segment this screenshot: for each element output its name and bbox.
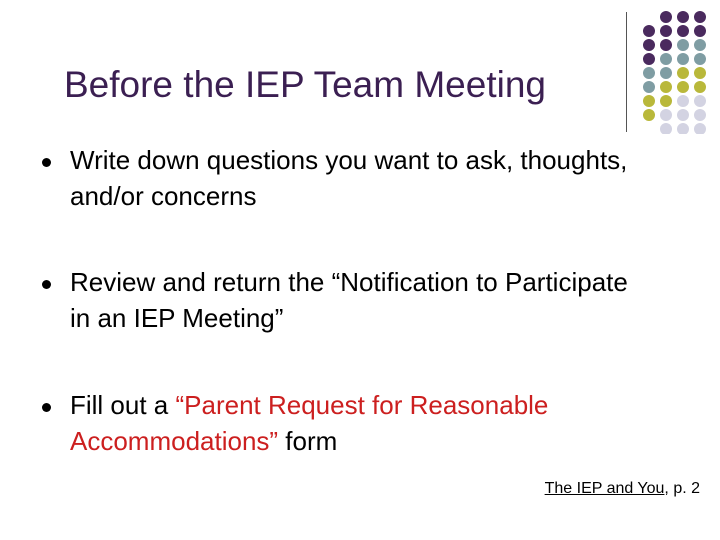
decorative-dot (660, 109, 672, 121)
decorative-dot (694, 95, 706, 107)
bullet-dot (42, 403, 51, 412)
bullet-text: Write down questions you want to ask, thoughts, and/or concerns (70, 145, 628, 211)
citation-page: , p. 2 (664, 480, 700, 497)
form-name-highlight: “Parent Request for Reasonable Accommodations” (70, 390, 549, 456)
decorative-dot (677, 11, 689, 23)
decorative-dot (643, 67, 655, 79)
decorative-dot (660, 53, 672, 65)
decorative-dot (660, 95, 672, 107)
decorative-dot (677, 67, 689, 79)
decorative-dot (677, 95, 689, 107)
decorative-dot (677, 53, 689, 65)
slide-title: Before the IEP Team Meeting (64, 64, 546, 105)
decorative-dot (677, 81, 689, 93)
decorative-dot (643, 25, 655, 37)
bullet-text: Review and return the “Notification to Participate in an IEP Meeting” (70, 267, 628, 333)
decorative-dot (643, 95, 655, 107)
decorative-dot (694, 67, 706, 79)
divider-line (626, 12, 627, 132)
bullet-prefix: Fill out a (70, 390, 176, 420)
decorative-dot (660, 67, 672, 79)
decorative-dot (660, 25, 672, 37)
decorative-dot (694, 25, 706, 37)
bullet-text (70, 387, 642, 459)
decorative-dot (694, 39, 706, 51)
decorative-dot (677, 39, 689, 51)
decorative-dot (643, 81, 655, 93)
decorative-dot (694, 53, 706, 65)
decorative-dot (694, 109, 706, 121)
decorative-dot (643, 53, 655, 65)
decorative-dot (677, 123, 689, 134)
bullet-item-questions (42, 142, 642, 214)
bullet-item-accommodations (42, 387, 642, 459)
decorative-dot-grid (640, 10, 712, 134)
decorative-dot (643, 39, 655, 51)
bullet-dot (42, 280, 51, 289)
citation (545, 480, 700, 498)
decorative-dot (643, 109, 655, 121)
decorative-dot (677, 25, 689, 37)
decorative-dot (660, 11, 672, 23)
citation-source: The IEP and You (544, 480, 665, 497)
decorative-dot (694, 81, 706, 93)
bullet-suffix: form (278, 426, 338, 456)
decorative-dot (660, 81, 672, 93)
bullet-dot (42, 158, 51, 167)
decorative-dot (660, 39, 672, 51)
decorative-dot (660, 123, 672, 134)
decorative-dot (694, 123, 706, 134)
bullet-item-notification (42, 264, 642, 336)
decorative-dot (677, 109, 689, 121)
decorative-dot (694, 11, 706, 23)
